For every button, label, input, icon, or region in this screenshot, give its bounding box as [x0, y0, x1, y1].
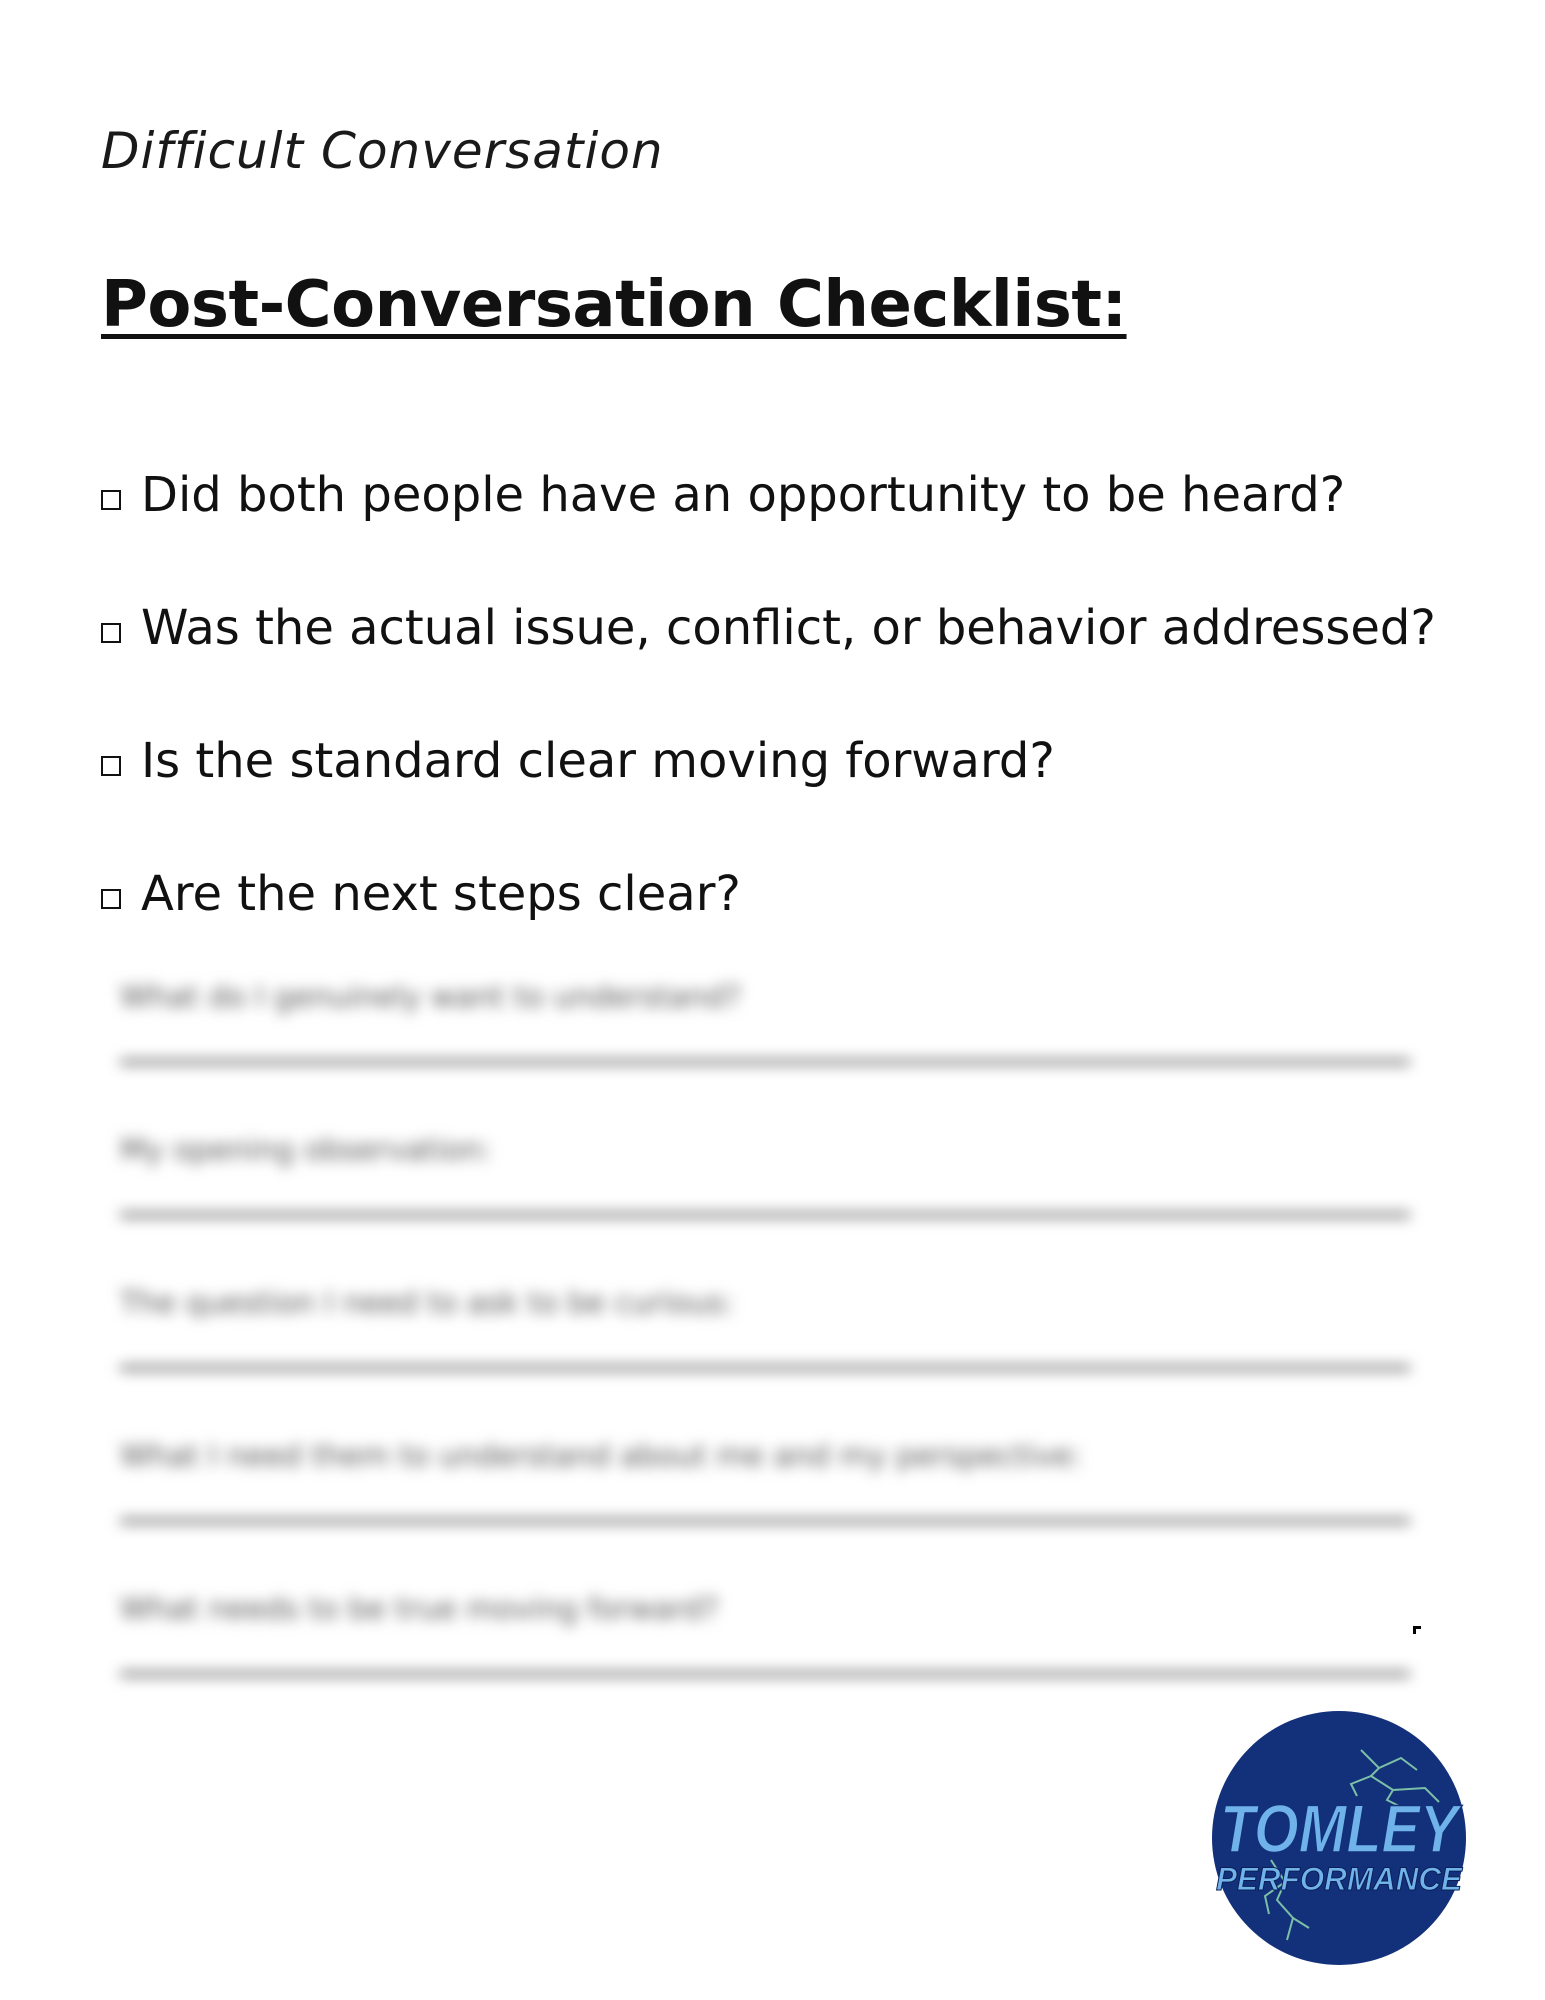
checkbox-icon[interactable]: [101, 490, 121, 510]
checkbox-icon[interactable]: [101, 623, 121, 643]
checklist-item-label: Was the actual issue, conflict, or behavior addressed?: [141, 599, 1436, 656]
prompt-label: My opening observation:: [120, 1133, 492, 1168]
prompt-field[interactable]: [120, 1572, 1410, 1725]
answer-line: [120, 1213, 1410, 1217]
logo-line1: TOMLEY: [1220, 1791, 1463, 1867]
corner-mark: [1413, 1626, 1421, 1634]
checklist-item-label: Is the standard clear moving forward?: [141, 732, 1055, 789]
document-subtitle: Difficult Conversation: [101, 122, 664, 180]
page-title: Post-Conversation Checklist:: [101, 268, 1127, 342]
prompt-label: What I need them to understand about me and my perspective:: [120, 1439, 1082, 1474]
prompt-field[interactable]: [120, 960, 1410, 1113]
checklist-item[interactable]: [101, 694, 1436, 827]
checkbox-icon[interactable]: [101, 889, 121, 909]
checklist-item[interactable]: [101, 428, 1436, 561]
checklist-item[interactable]: [101, 827, 1436, 960]
checklist-item-label: Are the next steps clear?: [141, 865, 741, 922]
prompt-label: What needs to be true moving forward?: [120, 1592, 719, 1627]
prompt-field[interactable]: [120, 1419, 1410, 1572]
answer-line: [120, 1519, 1410, 1523]
checkbox-icon[interactable]: [101, 756, 121, 776]
answer-line: [120, 1366, 1410, 1370]
checklist-item-label: Did both people have an opportunity to be heard?: [141, 466, 1346, 523]
prompt-field[interactable]: [120, 1266, 1410, 1419]
tomley-performance-logo: [1211, 1710, 1467, 1966]
logo-line2: PERFORMANCE: [1216, 1861, 1464, 1897]
checklist: [101, 428, 1436, 960]
blurred-prompt-section: [120, 960, 1410, 1725]
prompt-label: The question I need to ask to be curious:: [120, 1286, 734, 1321]
answer-line: [120, 1672, 1410, 1676]
prompt-label: What do I genuinely want to understand?: [120, 980, 742, 1015]
prompt-field[interactable]: [120, 1113, 1410, 1266]
checklist-item[interactable]: [101, 561, 1436, 694]
answer-line: [120, 1060, 1410, 1064]
